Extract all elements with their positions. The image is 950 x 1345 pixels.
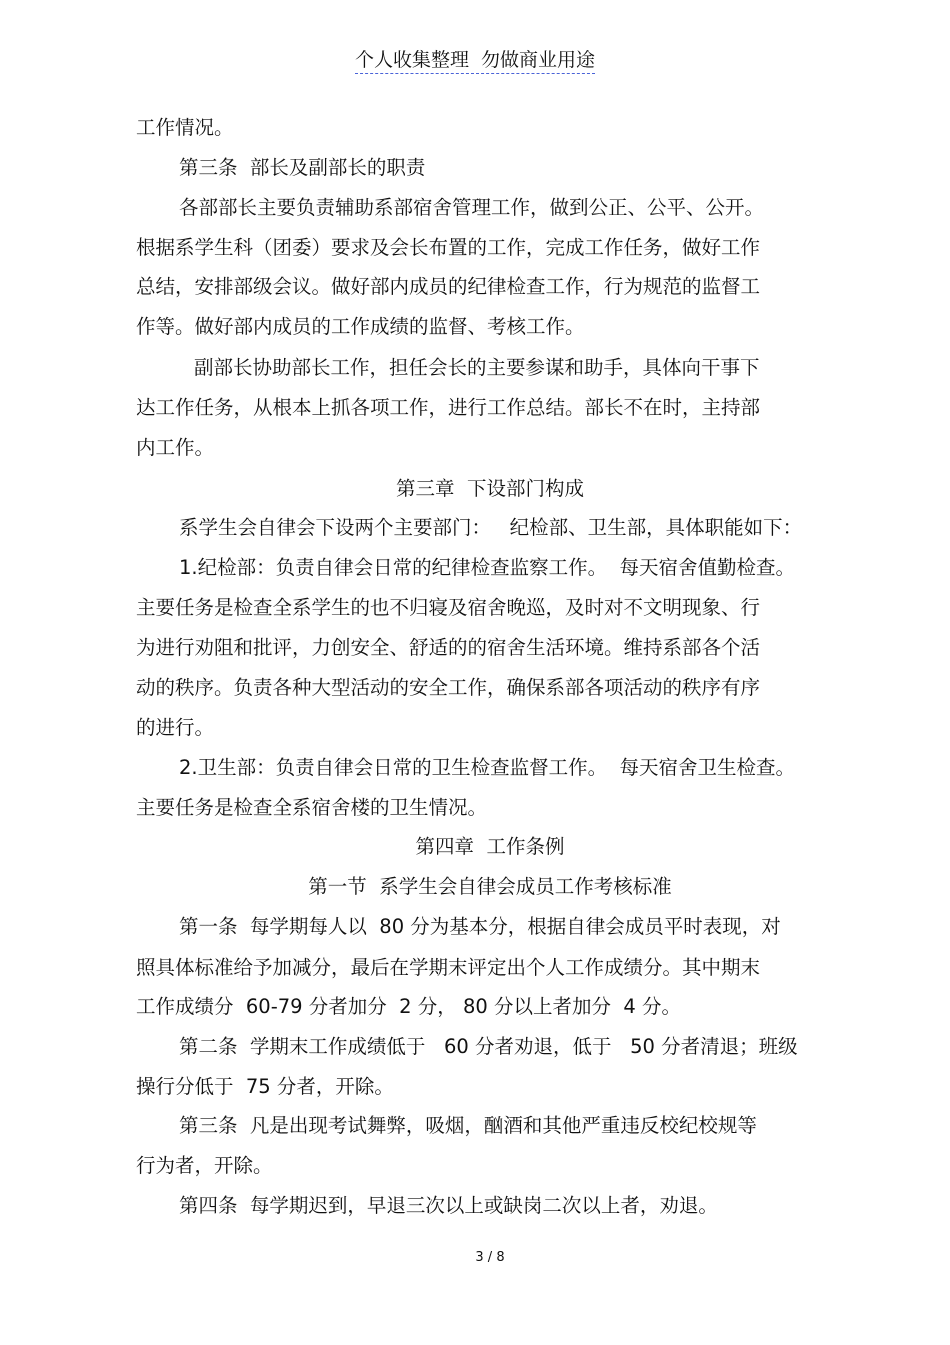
text-line: 照具体标准给予加减分，最后在学期末评定出个人工作成绩分。其中期末 bbox=[136, 956, 761, 979]
text-line: 总结，安排部级会议。做好部内成员的纪律检查工作，行为规范的监督工 bbox=[136, 275, 761, 298]
header-text: 个人收集整理 勿做商业用途 bbox=[355, 48, 595, 74]
text-line: 1.纪检部：负责自律会日常的纪律检查监察工作。 每天宿舍值勤检查。 bbox=[179, 556, 796, 579]
section-heading: 第一节 系学生会自律会成员工作考核标准 bbox=[308, 875, 672, 898]
page-number: 3 / 8 bbox=[475, 1250, 505, 1265]
text-line: 内工作。 bbox=[136, 436, 215, 459]
text-line: 第一条 每学期每人以 80 分为基本分，根据自律会成员平时表现，对 bbox=[179, 915, 781, 938]
text-line: 达工作任务，从根本上抓各项工作，进行工作总结。部长不在时，主持部 bbox=[136, 396, 761, 419]
text-line: 第二条 学期末工作成绩低于 60 分者劝退，低于 50 分者清退；班级 bbox=[179, 1035, 798, 1058]
text-line: 主要任务是检查全系宿舍楼的卫生情况。 bbox=[136, 796, 488, 819]
text-line: 操行分低于 75 分者，开除。 bbox=[136, 1075, 394, 1098]
text-line: 动的秩序。负责各种大型活动的安全工作，确保系部各项活动的秩序有序 bbox=[136, 676, 761, 699]
text-line: 系学生会自律会下设两个主要部门： 纪检部、卫生部，具体职能如下： bbox=[179, 516, 803, 539]
text-line: 行为者，开除。 bbox=[136, 1154, 273, 1177]
text-line: 作等。做好部内成员的工作成绩的监督、考核工作。 bbox=[136, 315, 585, 338]
text-line: 工作情况。 bbox=[136, 116, 234, 139]
text-line: 副部长协助部长工作，担任会长的主要参谋和助手，具体向干事下 bbox=[194, 356, 760, 379]
text-line: 第三条 凡是出现考试舞弊，吸烟，酗酒和其他严重违反校纪校规等 bbox=[179, 1114, 757, 1137]
text-line: 工作成绩分 60-79 分者加分 2 分， 80 分以上者加分 4 分。 bbox=[136, 995, 681, 1018]
article-heading: 第三条 部长及副部长的职责 bbox=[179, 156, 426, 179]
text-line: 各部部长主要负责辅助系部宿舍管理工作，做到公正、公平、公开。 bbox=[179, 196, 765, 219]
text-line: 第四条 每学期迟到，早退三次以上或缺岗二次以上者，劝退。 bbox=[179, 1194, 718, 1217]
text-line: 的进行。 bbox=[136, 716, 215, 739]
text-line: 根据系学生科（团委）要求及会长布置的工作，完成工作任务，做好工作 bbox=[136, 236, 761, 259]
chapter-heading: 第三章 下设部门构成 bbox=[396, 477, 584, 500]
text-line: 主要任务是检查全系学生的也不归寝及宿舍晚巡，及时对不文明现象、行 bbox=[136, 596, 761, 619]
chapter-heading: 第四章 工作条例 bbox=[415, 835, 565, 858]
text-line: 2.卫生部：负责自律会日常的卫生检查监督工作。 每天宿舍卫生检查。 bbox=[179, 756, 796, 779]
text-line: 为进行劝阻和批评，力创安全、舒适的的宿舍生活环境。维持系部各个活 bbox=[136, 636, 761, 659]
page-header bbox=[0, 48, 950, 74]
